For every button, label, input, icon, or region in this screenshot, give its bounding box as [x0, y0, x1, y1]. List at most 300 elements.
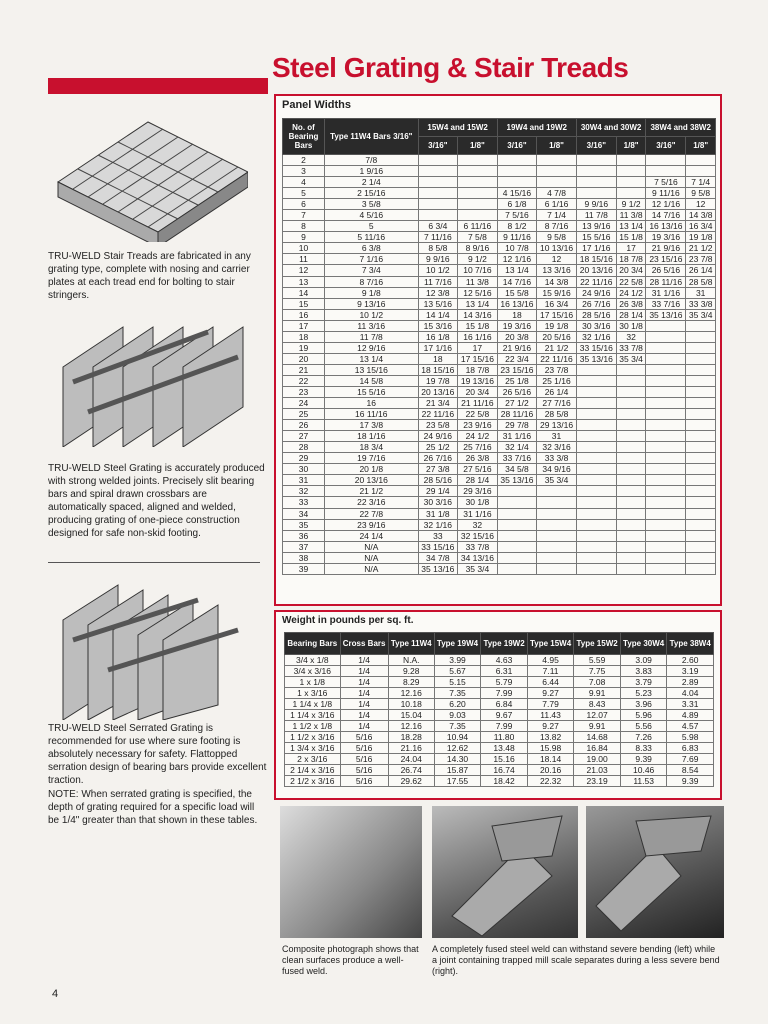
table-row: [283, 199, 716, 210]
table-cell: 20 5/16: [537, 331, 577, 342]
table-cell: 21 3/4: [418, 398, 458, 409]
table-cell: [646, 375, 686, 386]
table-cell: 35 3/4: [537, 475, 577, 486]
table-cell: [686, 552, 716, 563]
table-cell: [616, 386, 646, 397]
table-cell: [686, 497, 716, 508]
table-cell: 9.39: [620, 754, 667, 765]
table-cell: 30 3/16: [418, 497, 458, 508]
table-cell: [497, 530, 537, 541]
table-cell: 1 x 1/8: [285, 677, 341, 688]
table-cell: 5.96: [620, 710, 667, 721]
table-cell: 15 9/16: [537, 287, 577, 298]
table-cell: 12: [686, 199, 716, 210]
table-cell: 10 7/16: [458, 265, 498, 276]
table-cell: 9 9/16: [418, 254, 458, 265]
table-cell: [686, 541, 716, 552]
table-cell: 7 1/4: [537, 210, 577, 221]
table-cell: 35 13/16: [418, 563, 458, 574]
table-cell: [646, 353, 686, 364]
table-cell: 1/4: [340, 655, 388, 666]
table-cell: 35 3/4: [616, 353, 646, 364]
table-cell: 23 7/8: [686, 254, 716, 265]
table-cell: [537, 177, 577, 188]
table-cell: 19 1/8: [537, 320, 577, 331]
table-cell: 11: [283, 254, 325, 265]
table-cell: 11 7/8: [576, 210, 616, 221]
table-cell: N/A: [325, 541, 419, 552]
table-cell: 2 1/4 x 3/16: [285, 765, 341, 776]
table-cell: 18 7/8: [616, 254, 646, 265]
table-cell: 31 1/8: [418, 508, 458, 519]
table-cell: 5.59: [574, 655, 621, 666]
table-cell: 10.18: [388, 699, 434, 710]
table-cell: 5.67: [434, 666, 481, 677]
table-cell: [418, 199, 458, 210]
table-cell: 1/4: [340, 721, 388, 732]
table-cell: [576, 563, 616, 574]
panel-widths-label: Panel Widths: [282, 99, 351, 111]
table-cell: 29 13/16: [537, 420, 577, 431]
table-cell: [616, 453, 646, 464]
table-cell: 8 5/8: [418, 243, 458, 254]
table-row: [283, 177, 716, 188]
table-cell: 9 11/16: [646, 188, 686, 199]
weight-header: Type 11W4: [388, 633, 434, 655]
table-cell: 11 7/8: [325, 331, 419, 342]
subheader: 1/8": [616, 137, 646, 155]
table-cell: 23: [283, 386, 325, 397]
table-cell: [418, 155, 458, 166]
table-cell: [616, 563, 646, 574]
table-cell: 2.60: [667, 655, 714, 666]
table-cell: [686, 398, 716, 409]
subheader: 3/16": [576, 137, 616, 155]
table-cell: 33 7/16: [646, 298, 686, 309]
stair-treads-caption: TRU-WELD Stair Treads are fabricated in any grating type, complete with nosing and carrier plates at each tread end for bolting to stair stringers.: [48, 251, 251, 301]
table-cell: [686, 331, 716, 342]
table-cell: 1 3/4 x 3/16: [285, 743, 341, 754]
table-cell: [497, 552, 537, 563]
table-cell: 15 5/16: [576, 232, 616, 243]
table-cell: [646, 519, 686, 530]
table-row: [285, 732, 714, 743]
table-cell: 33 7/16: [497, 453, 537, 464]
table-cell: 5/16: [340, 776, 388, 787]
table-cell: [646, 464, 686, 475]
table-cell: 32 1/16: [418, 519, 458, 530]
table-cell: 12.16: [388, 721, 434, 732]
table-cell: 26 3/8: [616, 298, 646, 309]
table-row: [283, 155, 716, 166]
table-row: [283, 375, 716, 386]
table-cell: 20 13/16: [576, 265, 616, 276]
table-cell: [646, 431, 686, 442]
table-cell: [686, 453, 716, 464]
table-cell: 9.27: [527, 721, 574, 732]
table-cell: 15 1/8: [458, 320, 498, 331]
table-cell: 12: [283, 265, 325, 276]
table-cell: N.A.: [388, 655, 434, 666]
table-cell: [686, 409, 716, 420]
title-accent-bar: [48, 78, 268, 94]
table-cell: [497, 563, 537, 574]
table-cell: 4.57: [667, 721, 714, 732]
table-cell: 27 1/2: [497, 398, 537, 409]
table-cell: 26 1/4: [537, 386, 577, 397]
table-cell: 11 3/16: [325, 320, 419, 331]
table-row: [283, 188, 716, 199]
table-cell: 22 11/16: [418, 409, 458, 420]
subheader: 1/8": [537, 137, 577, 155]
table-cell: [537, 530, 577, 541]
table-cell: 5.98: [667, 732, 714, 743]
table-cell: 8 1/2: [497, 221, 537, 232]
table-cell: [646, 320, 686, 331]
table-cell: 15.98: [527, 743, 574, 754]
table-cell: 9 5/8: [537, 232, 577, 243]
weld-photo-bend-right: [586, 806, 724, 938]
table-row: [283, 309, 716, 320]
table-cell: [686, 431, 716, 442]
table-cell: 20 3/8: [497, 331, 537, 342]
table-cell: [497, 177, 537, 188]
table-cell: 28 5/8: [686, 276, 716, 287]
table-cell: 4 7/8: [537, 188, 577, 199]
table-cell: 32 3/16: [537, 442, 577, 453]
table-row: [283, 243, 716, 254]
table-cell: 32 15/16: [458, 530, 498, 541]
weight-header: Type 38W4: [667, 633, 714, 655]
table-cell: [686, 486, 716, 497]
table-cell: 1 x 3/16: [285, 688, 341, 699]
table-row: [285, 666, 714, 677]
table-row: [285, 655, 714, 666]
table-cell: 28: [283, 442, 325, 453]
table-cell: 12 3/8: [418, 287, 458, 298]
table-cell: 7/8: [325, 155, 419, 166]
table-cell: [646, 364, 686, 375]
table-row: [283, 519, 716, 530]
table-cell: 5.15: [434, 677, 481, 688]
table-cell: 23 9/16: [325, 519, 419, 530]
table-cell: 33 15/16: [418, 541, 458, 552]
table-cell: 1/4: [340, 688, 388, 699]
table-cell: 32: [458, 519, 498, 530]
table-cell: 8.29: [388, 677, 434, 688]
table-cell: 31 1/16: [646, 287, 686, 298]
table-cell: 6.44: [527, 677, 574, 688]
table-cell: 31 1/16: [458, 508, 498, 519]
table-cell: 25: [283, 409, 325, 420]
table-cell: [537, 166, 577, 177]
table-cell: 10 1/2: [325, 309, 419, 320]
table-cell: [646, 386, 686, 397]
table-cell: 5/16: [340, 754, 388, 765]
table-row: [283, 431, 716, 442]
table-cell: 1 1/2 x 1/8: [285, 721, 341, 732]
table-cell: [576, 497, 616, 508]
steel-grating-illustration: [48, 312, 258, 447]
weight-section: [274, 610, 722, 800]
table-cell: [686, 519, 716, 530]
table-cell: [616, 155, 646, 166]
table-cell: 31: [686, 287, 716, 298]
table-row: [285, 721, 714, 732]
table-cell: 10 1/2: [418, 265, 458, 276]
note-caption: NOTE: When serrated grating is specified, the depth of grating required for a specific load will be 1/4" greater than that shown in these tables.: [48, 789, 258, 826]
table-cell: 11.53: [620, 776, 667, 787]
table-cell: 9.39: [667, 776, 714, 787]
table-cell: 35 13/16: [576, 353, 616, 364]
table-cell: 29: [283, 453, 325, 464]
table-cell: 30 3/16: [576, 320, 616, 331]
table-cell: [418, 210, 458, 221]
table-cell: 23 15/16: [497, 364, 537, 375]
table-cell: 29 3/16: [458, 486, 498, 497]
table-cell: 1/4: [340, 677, 388, 688]
table-cell: 13.48: [481, 743, 528, 754]
table-cell: 35 13/16: [646, 309, 686, 320]
section-divider: [48, 562, 260, 563]
steel-grating-caption: TRU-WELD Steel Grating is accurately produced with strong welded joints. Precisely slit bearing bars and spiral drawn crossbars are automatically spaced, aligned and welded, producing grating of one-piece construction designed for safe non-skid footing.: [48, 463, 265, 539]
table-row: [285, 677, 714, 688]
table-cell: [576, 453, 616, 464]
table-cell: [576, 386, 616, 397]
table-cell: 13 3/16: [537, 265, 577, 276]
table-cell: 29 7/8: [497, 420, 537, 431]
table-cell: [616, 464, 646, 475]
table-cell: 21 9/16: [497, 342, 537, 353]
table-cell: 7 5/16: [646, 177, 686, 188]
table-cell: 7 3/4: [325, 265, 419, 276]
table-cell: 3/4 x 3/16: [285, 666, 341, 677]
header-38w: 38W4 and 38W2: [646, 119, 716, 137]
table-cell: 7.35: [434, 721, 481, 732]
subheader: 3/16": [646, 137, 686, 155]
table-cell: 12 5/16: [458, 287, 498, 298]
table-row: [283, 353, 716, 364]
table-cell: 6.20: [434, 699, 481, 710]
table-row: [285, 699, 714, 710]
table-cell: 13.82: [527, 732, 574, 743]
table-cell: 1/4: [340, 666, 388, 677]
weight-label: Weight in pounds per sq. ft.: [282, 615, 414, 626]
table-cell: 33 3/8: [537, 453, 577, 464]
table-cell: 37: [283, 541, 325, 552]
weight-header: Cross Bars: [340, 633, 388, 655]
table-cell: [576, 519, 616, 530]
table-cell: 20 13/16: [418, 386, 458, 397]
stair-tread-illustration: [48, 112, 248, 242]
table-cell: [497, 155, 537, 166]
table-cell: 5/16: [340, 765, 388, 776]
table-cell: 1/4: [340, 699, 388, 710]
table-cell: [686, 166, 716, 177]
table-cell: 16: [325, 398, 419, 409]
panel-widths-table: [282, 118, 716, 575]
table-cell: [686, 475, 716, 486]
table-cell: 10 7/8: [497, 243, 537, 254]
table-cell: 15 1/8: [616, 232, 646, 243]
table-cell: 3.99: [434, 655, 481, 666]
table-cell: [616, 530, 646, 541]
table-cell: 5: [283, 188, 325, 199]
table-cell: 9.28: [388, 666, 434, 677]
table-cell: 34 7/8: [418, 552, 458, 563]
table-cell: 32 1/16: [576, 331, 616, 342]
table-cell: [616, 519, 646, 530]
table-cell: 15 5/16: [325, 386, 419, 397]
table-cell: 5: [325, 221, 419, 232]
table-cell: 27 3/8: [418, 464, 458, 475]
table-cell: 3 5/8: [325, 199, 419, 210]
panel-widths-section: [274, 94, 722, 606]
table-cell: [646, 409, 686, 420]
table-cell: 6.83: [667, 743, 714, 754]
table-cell: 3.96: [620, 699, 667, 710]
table-cell: 24: [283, 398, 325, 409]
table-cell: [458, 199, 498, 210]
table-row: [283, 265, 716, 276]
table-cell: [686, 420, 716, 431]
table-cell: 25 7/16: [458, 442, 498, 453]
table-cell: 2 x 3/16: [285, 754, 341, 765]
table-cell: [646, 155, 686, 166]
table-cell: 9 1/2: [616, 199, 646, 210]
table-cell: 4 5/16: [325, 210, 419, 221]
table-cell: 18: [283, 331, 325, 342]
table-cell: 6 1/16: [537, 199, 577, 210]
table-cell: [537, 497, 577, 508]
table-cell: [646, 398, 686, 409]
table-cell: 15.04: [388, 710, 434, 721]
table-cell: 9.91: [574, 688, 621, 699]
table-cell: 21.16: [388, 743, 434, 754]
table-cell: 14.30: [434, 754, 481, 765]
header-11w4: Type 11W4 Bars 3/16": [325, 119, 419, 155]
table-cell: [646, 420, 686, 431]
table-row: [285, 776, 714, 787]
table-cell: 3.79: [620, 677, 667, 688]
table-cell: 14 3/16: [458, 309, 498, 320]
weight-header: Type 15W4: [527, 633, 574, 655]
table-cell: [686, 464, 716, 475]
table-cell: 5/16: [340, 732, 388, 743]
weight-header: Type 19W4: [434, 633, 481, 655]
subheader: 3/16": [418, 137, 458, 155]
table-row: [283, 497, 716, 508]
table-cell: [576, 166, 616, 177]
table-cell: [497, 486, 537, 497]
table-row: [283, 541, 716, 552]
table-cell: [458, 210, 498, 221]
table-row: [283, 398, 716, 409]
table-row: [283, 442, 716, 453]
table-cell: 9 9/16: [576, 199, 616, 210]
table-cell: 9.67: [481, 710, 528, 721]
table-cell: 22: [283, 375, 325, 386]
table-cell: 20 1/8: [325, 464, 419, 475]
table-cell: 36: [283, 530, 325, 541]
table-cell: 4 15/16: [497, 188, 537, 199]
table-cell: 18: [497, 309, 537, 320]
table-row: [283, 232, 716, 243]
table-cell: 16 3/4: [686, 221, 716, 232]
table-cell: [686, 155, 716, 166]
table-cell: [646, 552, 686, 563]
table-cell: [537, 155, 577, 166]
table-cell: 24 9/16: [418, 431, 458, 442]
table-cell: 35 3/4: [458, 563, 498, 574]
table-cell: 9 5/8: [686, 188, 716, 199]
table-cell: 22 3/4: [497, 353, 537, 364]
table-cell: [576, 431, 616, 442]
table-cell: 26 1/4: [686, 265, 716, 276]
table-cell: 3/4 x 1/8: [285, 655, 341, 666]
table-cell: 26 7/16: [576, 298, 616, 309]
table-cell: 15 5/8: [497, 287, 537, 298]
table-row: [283, 166, 716, 177]
table-cell: 28 1/4: [458, 475, 498, 486]
table-cell: 21 9/16: [646, 243, 686, 254]
table-cell: 19.00: [574, 754, 621, 765]
table-cell: 26 3/8: [458, 453, 498, 464]
table-cell: 17: [458, 342, 498, 353]
table-cell: 23 7/8: [537, 364, 577, 375]
table-cell: 2 1/2 x 3/16: [285, 776, 341, 787]
table-cell: 5.56: [620, 721, 667, 732]
table-cell: 14 7/16: [646, 210, 686, 221]
table-cell: 12 9/16: [325, 342, 419, 353]
table-cell: 33 15/16: [576, 342, 616, 353]
table-cell: 28 11/16: [646, 276, 686, 287]
table-cell: 2 15/16: [325, 188, 419, 199]
table-cell: 28 5/8: [537, 409, 577, 420]
table-cell: [497, 497, 537, 508]
table-cell: [458, 166, 498, 177]
table-cell: 6 1/8: [497, 199, 537, 210]
table-cell: 21 11/16: [458, 398, 498, 409]
table-cell: 34 5/8: [497, 464, 537, 475]
table-cell: 27 7/16: [537, 398, 577, 409]
table-cell: [418, 188, 458, 199]
table-cell: [576, 398, 616, 409]
table-cell: 7.69: [667, 754, 714, 765]
table-row: [283, 320, 716, 331]
header-bearing-bars: No. of Bearing Bars: [283, 119, 325, 155]
table-cell: 9 1/8: [325, 287, 419, 298]
table-cell: 9.03: [434, 710, 481, 721]
table-cell: 26: [283, 420, 325, 431]
table-cell: 7.35: [434, 688, 481, 699]
table-cell: 39: [283, 563, 325, 574]
table-cell: 28 5/16: [418, 475, 458, 486]
table-cell: 17 3/8: [325, 420, 419, 431]
table-cell: 9: [283, 232, 325, 243]
table-row: [283, 342, 716, 353]
table-cell: 14 3/8: [537, 276, 577, 287]
table-cell: 30 1/8: [458, 497, 498, 508]
table-cell: 32 1/4: [497, 442, 537, 453]
table-row: [283, 364, 716, 375]
table-cell: 7 5/16: [497, 210, 537, 221]
table-cell: [576, 486, 616, 497]
table-row: [283, 530, 716, 541]
table-cell: [537, 519, 577, 530]
table-cell: 22 3/16: [325, 497, 419, 508]
weld-photo-bend-left: [432, 806, 578, 938]
